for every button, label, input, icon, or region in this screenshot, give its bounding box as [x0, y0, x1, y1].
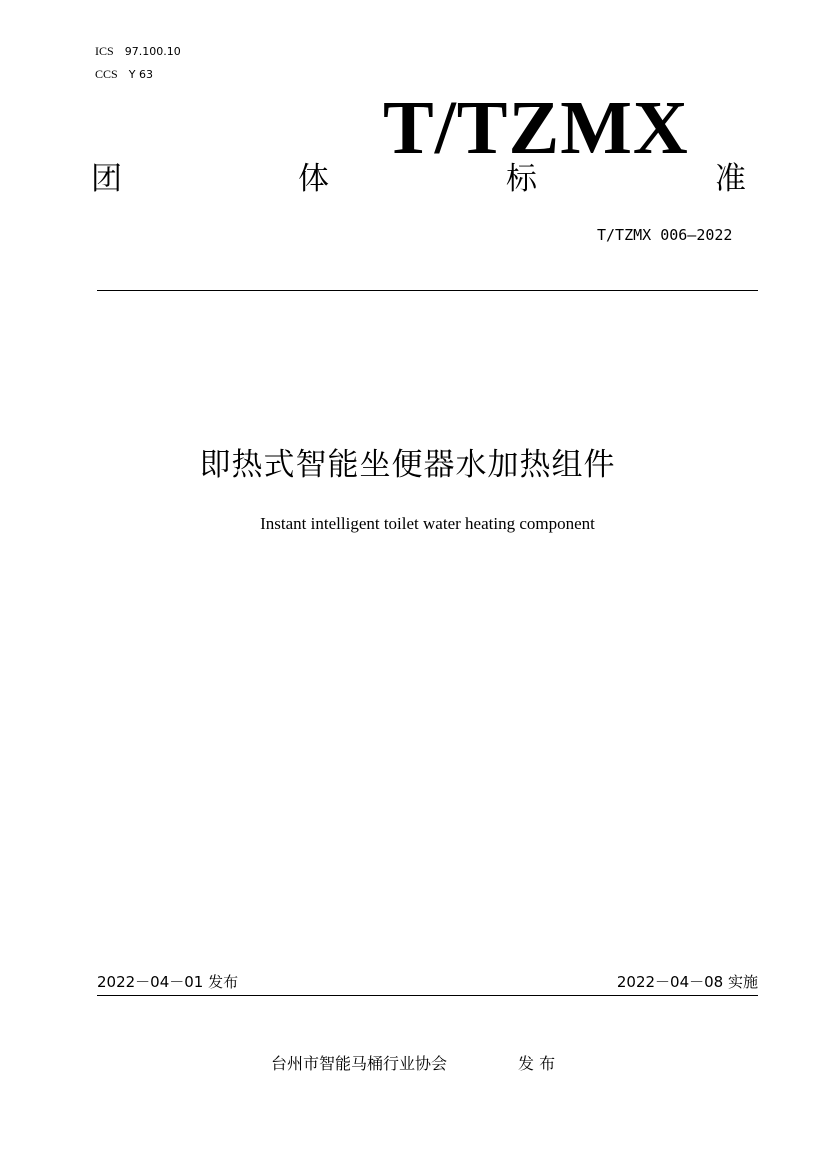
ics-line — [95, 40, 181, 59]
category-char-2: 体 — [298, 161, 329, 197]
document-title-en: Instant intelligent toilet water heating component — [260, 514, 595, 533]
footer-divider — [97, 995, 758, 996]
ics-label: ICS — [95, 44, 114, 58]
document-title-cn: 即热式智能坐便器水加热组件 — [199, 447, 616, 483]
publish-date: 2022－04－01 发布 — [97, 973, 239, 991]
ccs-line — [95, 63, 181, 82]
ccs-label: CCS — [95, 67, 118, 81]
publisher-org: 台州市智能马桶行业协会 — [271, 1054, 448, 1073]
implement-date: 2022－04－08 实施 — [616, 973, 758, 991]
header-divider — [97, 290, 758, 291]
brand-code: T/TZMX — [383, 86, 689, 170]
standard-number: T/TZMX 006—2022 — [597, 226, 733, 244]
ics-code: 97.100.10 — [124, 45, 181, 58]
category-char-4: 准 — [715, 161, 746, 197]
category-char-3: 标 — [506, 161, 537, 197]
classification-block — [95, 40, 181, 82]
ccs-code: Y 63 — [128, 68, 153, 81]
publisher-action: 发 布 — [518, 1054, 556, 1073]
category-char-1: 团 — [91, 161, 122, 197]
